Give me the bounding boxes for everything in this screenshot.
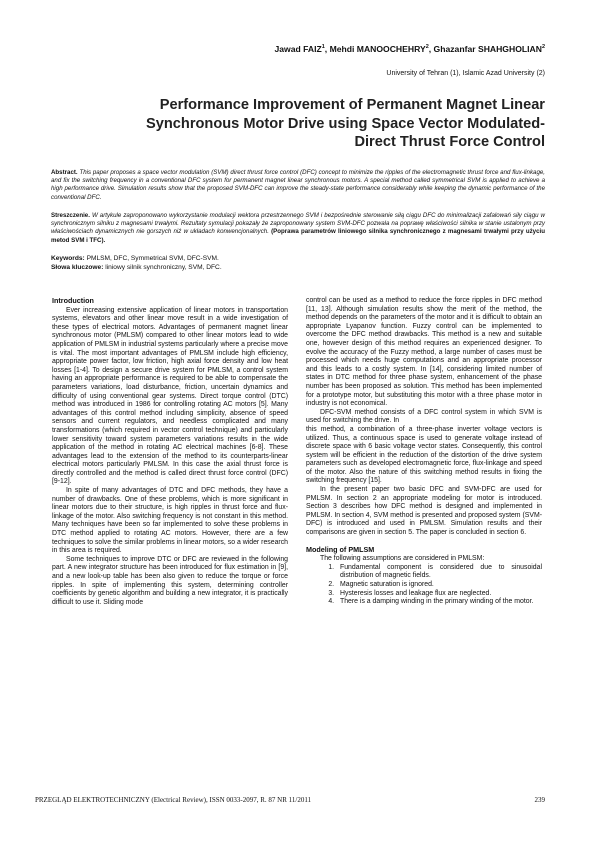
author-3: Ghazanfar SHAHGHOLIAN bbox=[433, 44, 542, 54]
paragraph: In the present paper two basic DFC and SVM-DFC are used for PMLSM. In section 2 an appropriate modeling for motor is introduced. Section 3 describes how DFC method is designed and implemented in PMLSM. In section 4, SVM method is presented and proposed system (SVM-DFC) is introduced and used in PMLSM. Simulation results and their comparisons are given in section 5. The paper is concluded in section 6. bbox=[306, 486, 542, 537]
keywords-text: PMLSM, DFC, Symmetrical SVM, DFC-SVM. bbox=[86, 255, 219, 262]
paragraph: In spite of many advantages of DTC and DFC methods, they have a number of drawbacks. One of these problems, which is more significant in linear motors due to their structure, is high ripples in thrust force and flux-linkage of the motor. Also switching frequency is not constant in this method. Many techniques have been so far implemented to solve these problems in DTC method applied to rotating AC motors. However, there are a few techniques to solve the similar problems in linear motors, so a wider research in this area is required. bbox=[52, 487, 288, 555]
author-1: Jawad FAIZ bbox=[274, 44, 322, 54]
paragraph: The following assumptions are considered in PMLSM: bbox=[320, 555, 485, 563]
abstract-text: This paper proposes a space vector modulation (SVM) direct thrust force control (DFC) concept to minimize the ripples of the electromagnetic thrust force and flux-linkage, and fix the switching frequency in a conventional DFC system for permanent magnet linear synchronous motors. A special method called symmetrical SVM is applied to achieve a high performance drive. Simulation results show that the proposed SVM-DFC can improve the steady-state performance considerably while keeping the dynamic performance of the conventional DFC. bbox=[51, 169, 545, 201]
paragraph: Ever increasing extensive application of linear motors in transportation systems, elevators and other linear move result in a wide investigation of these types of electrical motors. Advantages of permanent magnet linear synchronous motor (PMLSM) compared to other linear motors lead to wide application of PMLSM in industrial systems particularly where a precise move is vital. The most important advantages of PMLSM include high efficiency, appropriate power factor, low friction, high axial force density and low heat losses [1-4]. To design a secure drive system for PMLSM, a control system having an appropriate performance is required to be able to compensate the parameters variations, load disturbance, friction, uncertain dynamics and difficulty of using conventional gear systems. Direct torque control (DTC) method was introduced in 1986 for controlling rotating AC motors [5]. Many advantages of this control method including simplicity, absence of speed sensors and current regulators, and needless complicated and many transformations (which required in vector control technique) and particularly lower sensitivity toward system parameters variations results in the wide application of the method in rotating AC electrical machines [6-8]. These advantages lead to the extension of the method to its counterparts-linear electrical motors particularly PMLSM. In this case the axial thrust force is directly controlled and the method is called direct thrust force control (DFC) [9-12]. bbox=[52, 306, 288, 486]
right-column bbox=[306, 297, 542, 607]
keywords-en bbox=[51, 255, 545, 264]
keywords-block bbox=[51, 255, 545, 272]
keywords-pl bbox=[51, 264, 545, 273]
list-item: 3. Hysteresis losses and leakage flux are neglected. bbox=[336, 590, 542, 599]
left-column bbox=[52, 297, 288, 607]
section-heading-modeling: Modeling of PMLSM bbox=[306, 544, 375, 554]
keywords-text-pl: liniowy silnik synchroniczny, SVM, DFC. bbox=[105, 263, 222, 271]
assumption-list bbox=[306, 564, 542, 607]
paragraph: Some techniques to improve DTC or DFC are reviewed in the following part. A new integrator structure has been introduced for flux estimation in [9], and a new look-up table has been also given to reduce the torque or force ripples. In spite of implementing this system, determining controller coefficients by genetic algorithm and building a new integrator, it is practically difficult to use it. Sliding mode bbox=[52, 555, 288, 606]
author-1-affil-mark: 1 bbox=[321, 44, 325, 51]
author-3-affil-mark: 2 bbox=[541, 44, 545, 51]
author-line: Jawad FAIZ$^1$, Mehdi MANOOCHEHRY$^2$, Ghazanfar SHAHGHOLIAN$^2$ bbox=[274, 44, 545, 54]
paragraph: control can be used as a method to reduce the force ripples in DFC method [11, 13]. Although simulation results show the merit of the method, the method depends on the parameters of the motor and it is difficult to obtain an appropriate Lyapanov function. Fuzzy control can be implemented to overcome the DFC method drawbacks. This method is a new and suitable one, however design of this method requires an experienced designer. To evolve the accuracy of the Fuzzy method, a large number of cases must be processed which needs huge computations and an appropriate processor and this leads to a costly system. In [14], considering limited number of states in DTC method for three phase system, enhancement of the phase number has been proposed as solution. This method has been implemented for a prototype motor, but substituting this motor with a three phase motor in industry is not economical. bbox=[306, 297, 542, 408]
abstract-label: Abstract. bbox=[51, 169, 78, 176]
paper-title: Performance Improvement of Permanent Magnet Linear Synchronous Motor Drive using Space Vector Modulated-Direct Thrust Force Control bbox=[146, 97, 545, 150]
author-2: Mehdi MANOOCHEHRY bbox=[329, 44, 426, 54]
list-item: 4. There is a damping winding in the primary winding of the motor. bbox=[336, 598, 542, 607]
paragraph: this method, a combination of a three-phase inverter voltage vectors is utilized. Thus, a continuous space is used to generate voltage instead of discrete space with 6 basic voltage vector states. Consequently, this control system will be efficient in the reduction of the distortion of the drive system parameters such as developed electromagnetic force, flux-linkage and speed of the motor. Also the nature of this switching method results in fixing the switching frequency [15]. bbox=[306, 425, 542, 485]
author-2-affil-mark: 2 bbox=[425, 44, 429, 51]
paragraph: DFC-SVM method consists of a DFC control system in which SVM is used for switching the drive. In bbox=[306, 408, 542, 425]
streszczenie bbox=[51, 212, 545, 245]
streszczenie-label: Streszczenie. bbox=[51, 212, 90, 219]
list-item: 2. Magnetic saturation is ignored. bbox=[336, 581, 542, 590]
journal-citation: PRZEGLĄD ELEKTROTECHNICZNY (Electrical Review), ISSN 0033-2097, R. 87 NR 11/2011 bbox=[35, 796, 312, 804]
streszczenie-text: W artykule zaproponowano wykorzystanie modulacji wektora przestrzennego SVM i bezpośrednie sterowanie siłą ciągu DFC do minimalizacji zafalowań siły ciągu w synchronicznym silniku z magnesami trwałymi. Rezultaty symulacji pokazały że zaproponowany system SVM-DFC pozwala na poprawę właściwości silnika w stanie ustalonym przy właściwościach dynamicznych nie gorszych niż w układach konwencjonalnych. bbox=[51, 212, 545, 236]
affiliation: University of Tehran (1), Islamic Azad University (2) bbox=[386, 70, 545, 77]
polish-title: (Poprawa parametrów liniowego silnika synchronicznego z magnesami trwałymi przy użyciu metod SVM i TFC). bbox=[51, 228, 545, 244]
list-item: 1. Fundamental component is considered due to sinusoidal distribution of magnetic fields. bbox=[336, 564, 542, 581]
page-number: 239 bbox=[534, 796, 545, 804]
keywords-label-pl: Słowa kluczowe: bbox=[51, 263, 104, 271]
section-heading-introduction: Introduction bbox=[52, 296, 94, 305]
abstract bbox=[51, 169, 545, 202]
keywords-label: Keywords: bbox=[51, 255, 85, 262]
